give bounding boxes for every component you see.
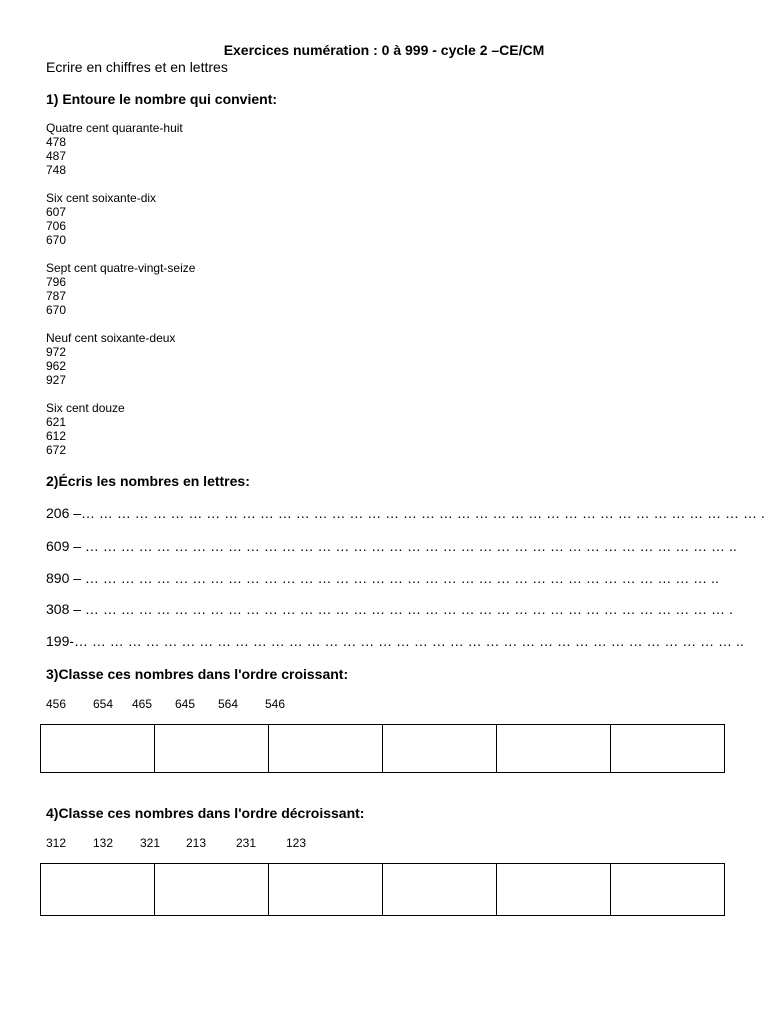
number: 456 xyxy=(46,697,67,711)
choice-option[interactable]: 607 xyxy=(46,205,67,219)
choice-label: Neuf cent soixante-deux xyxy=(46,331,176,345)
choice-option[interactable]: 478 xyxy=(46,135,67,149)
answer-grid-ascending xyxy=(40,724,725,773)
number: 546 xyxy=(265,697,286,711)
choice-group-2 xyxy=(46,191,156,247)
choice-option[interactable]: 972 xyxy=(46,345,67,359)
write-line[interactable]: 206 –… … … … … … … … … … … … … … … … … … … … … … … … … … … … … … … … … … … … … … . xyxy=(46,505,765,521)
choice-option[interactable]: 927 xyxy=(46,373,67,387)
answer-cell[interactable] xyxy=(611,864,725,916)
choice-label: Quatre cent quarante-huit xyxy=(46,121,183,135)
answer-grid-descending xyxy=(40,863,725,916)
number: 321 xyxy=(140,836,161,850)
page-subtitle: Ecrire en chiffres et en lettres xyxy=(46,59,228,75)
choice-group-4 xyxy=(46,331,175,387)
section1-heading: 1) Entoure le nombre qui convient: xyxy=(46,91,278,107)
answer-cell[interactable] xyxy=(497,725,611,773)
choice-label: Sept cent quatre-vingt-seize xyxy=(46,261,196,275)
number: 645 xyxy=(175,697,196,711)
answer-cell[interactable] xyxy=(383,864,497,916)
number: 312 xyxy=(46,836,67,850)
answer-cell[interactable] xyxy=(611,725,725,773)
choice-label: Six cent soixante-dix xyxy=(46,191,157,205)
answer-cell[interactable] xyxy=(383,725,497,773)
number: 123 xyxy=(286,836,307,850)
choice-option[interactable]: 706 xyxy=(46,219,67,233)
write-line[interactable]: 199-… … … … … … … … … … … … … … … … … … … … … … … … … … … … … … … … … … … … … .. xyxy=(46,633,744,649)
number: 564 xyxy=(218,697,239,711)
choice-option[interactable]: 962 xyxy=(46,359,67,373)
choice-group-1 xyxy=(46,121,183,177)
choice-option[interactable]: 487 xyxy=(46,149,67,163)
answer-cell[interactable] xyxy=(41,725,155,773)
write-line[interactable]: 308 – … … … … … … … … … … … … … … … … … … … … … … … … … … … … … … … … … … … … . xyxy=(46,601,733,617)
answer-cell[interactable] xyxy=(269,864,383,916)
section2-heading: 2)Écris les nombres en lettres: xyxy=(46,473,250,489)
choice-group-3 xyxy=(46,261,195,317)
choice-option[interactable]: 621 xyxy=(46,415,67,429)
choice-option[interactable]: 672 xyxy=(46,443,67,457)
answer-cell[interactable] xyxy=(269,725,383,773)
choice-label: Six cent douze xyxy=(46,401,125,415)
choice-option[interactable]: 748 xyxy=(46,163,67,177)
page-title: Exercices numération : 0 à 999 - cycle 2 –CE/CM xyxy=(223,42,545,58)
answer-cell[interactable] xyxy=(155,725,269,773)
answer-cell[interactable] xyxy=(41,864,155,916)
choice-option[interactable]: 796 xyxy=(46,275,67,289)
choice-option[interactable]: 787 xyxy=(46,289,67,303)
answer-cell[interactable] xyxy=(155,864,269,916)
number: 465 xyxy=(132,697,153,711)
number: 213 xyxy=(186,836,207,850)
choice-option[interactable]: 612 xyxy=(46,429,67,443)
write-line[interactable]: 609 – … … … … … … … … … … … … … … … … … … … … … … … … … … … … … … … … … … … … .. xyxy=(46,538,737,554)
choice-group-5 xyxy=(46,401,125,457)
choice-option[interactable]: 670 xyxy=(46,303,67,317)
choice-option[interactable]: 670 xyxy=(46,233,67,247)
section3-heading: 3)Classe ces nombres dans l'ordre croissant: xyxy=(46,666,349,682)
write-line[interactable]: 890 – … … … … … … … … … … … … … … … … … … … … … … … … … … … … … … … … … … … .. xyxy=(46,570,719,586)
number: 654 xyxy=(93,697,114,711)
answer-cell[interactable] xyxy=(497,864,611,916)
number: 231 xyxy=(236,836,257,850)
section4-heading: 4)Classe ces nombres dans l'ordre décroissant: xyxy=(46,805,365,821)
number: 132 xyxy=(93,836,114,850)
